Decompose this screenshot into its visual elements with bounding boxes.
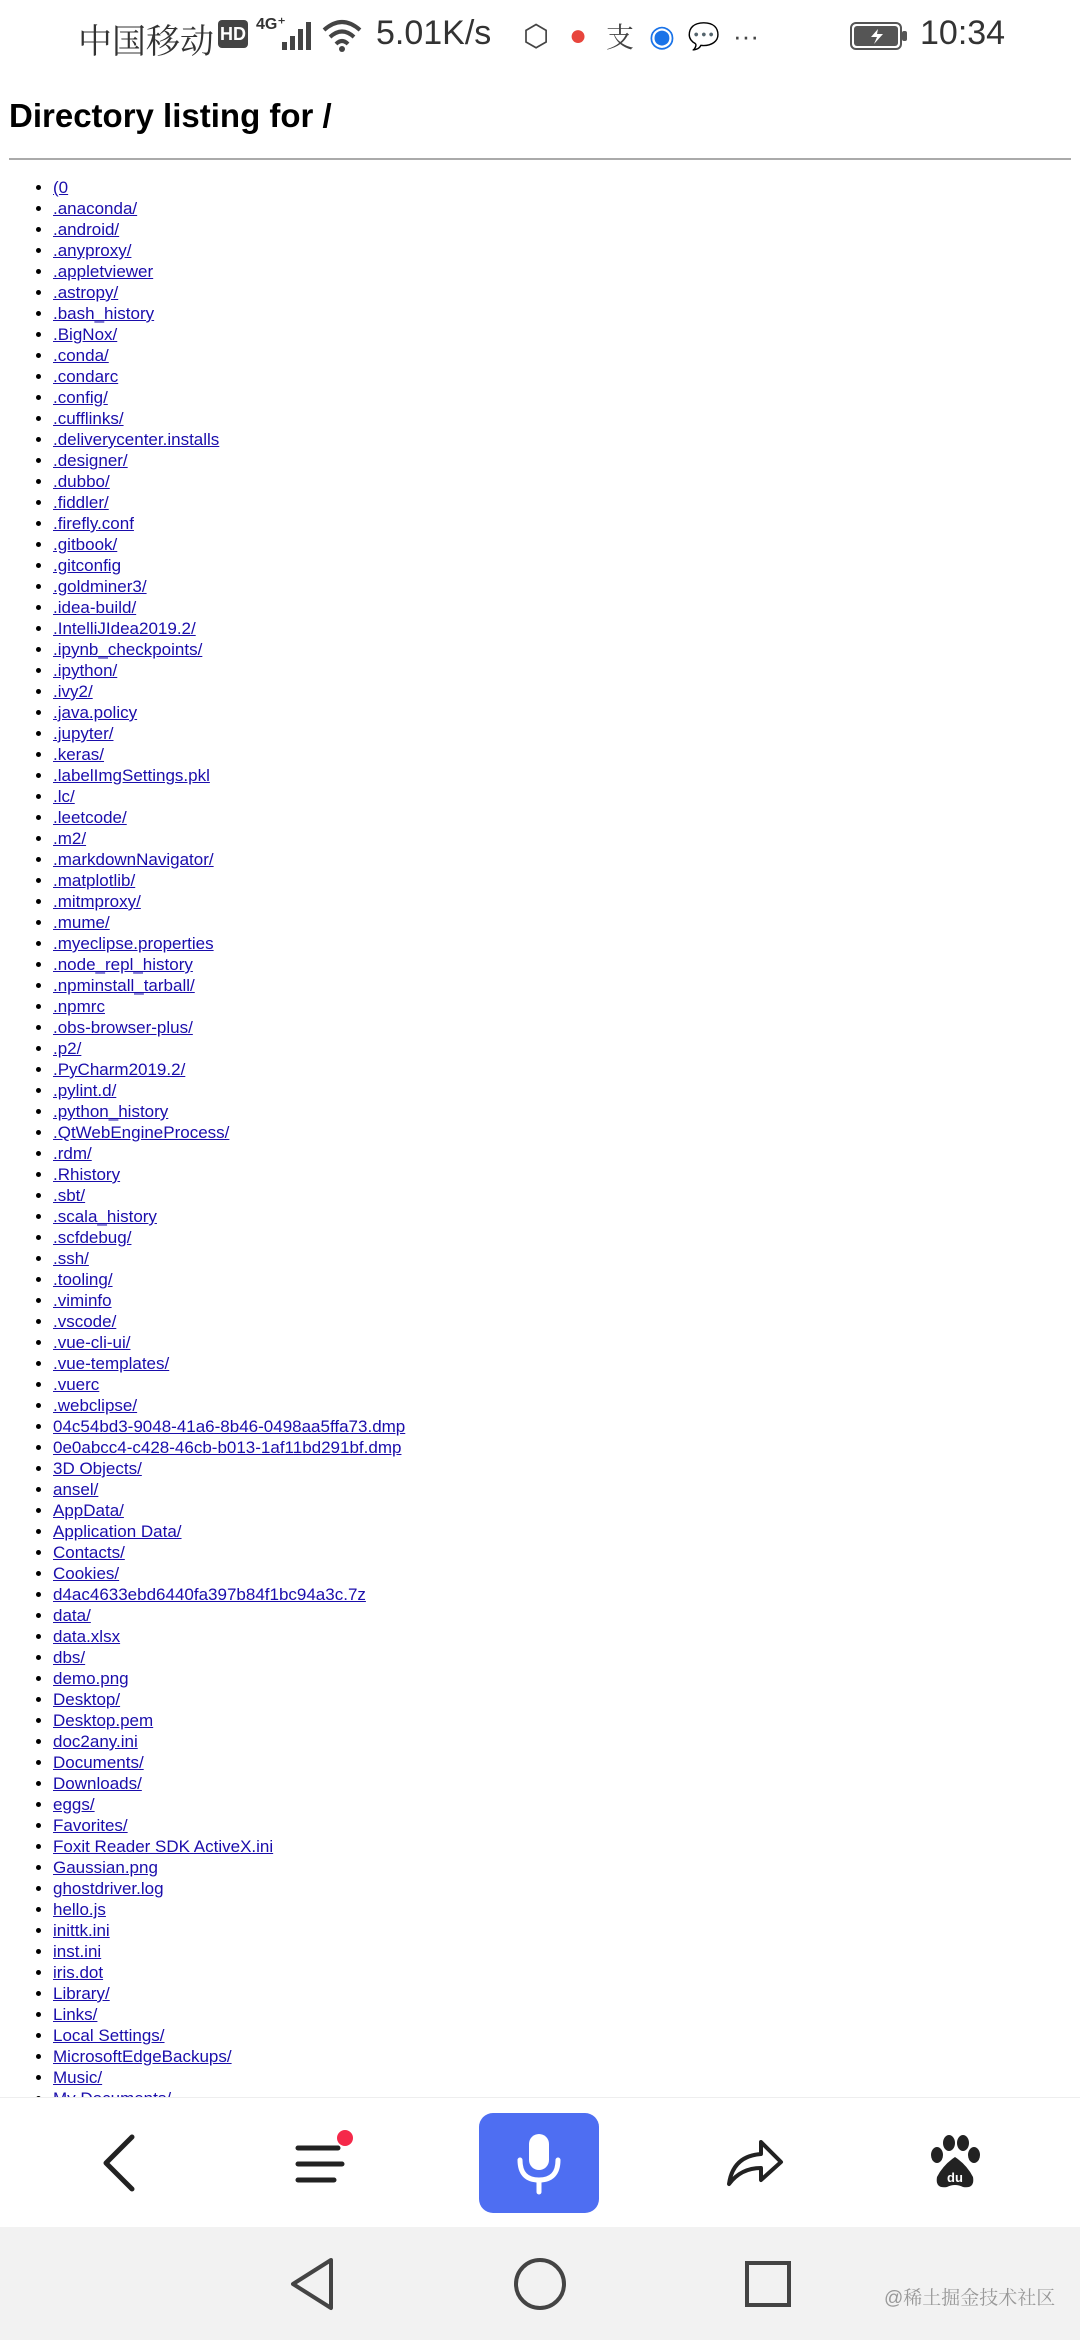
list-item xyxy=(53,2046,405,2067)
file-link[interactable]: .conda/ xyxy=(53,346,109,365)
list-item xyxy=(53,2025,405,2046)
list-item xyxy=(53,1521,405,1542)
file-link[interactable]: .fiddler/ xyxy=(53,493,109,512)
file-link[interactable]: demo.png xyxy=(53,1669,129,1688)
list-item xyxy=(53,219,405,240)
list-item xyxy=(53,1416,405,1437)
file-link[interactable]: .p2/ xyxy=(53,1039,82,1058)
list-item xyxy=(53,1479,405,1500)
file-link[interactable]: .labelImgSettings.pkl xyxy=(53,766,210,785)
list-item xyxy=(53,2067,405,2088)
list-item xyxy=(53,1374,405,1395)
list-item xyxy=(53,1290,405,1311)
file-link[interactable]: .deliverycenter.installs xyxy=(53,430,220,449)
file-link[interactable]: 3D Objects/ xyxy=(53,1459,142,1478)
battery-icon xyxy=(850,22,908,50)
list-item xyxy=(53,870,405,891)
list-item xyxy=(53,1563,405,1584)
file-link[interactable]: iris.dot xyxy=(53,1963,104,1982)
file-link[interactable]: (0 xyxy=(53,178,69,197)
microphone-icon xyxy=(514,2132,564,2194)
list-item xyxy=(53,744,405,765)
file-link[interactable]: .ivy2/ xyxy=(53,682,93,701)
nav-recent-icon xyxy=(743,2259,793,2309)
list-item xyxy=(53,1605,405,1626)
file-link[interactable]: .scala_history xyxy=(53,1207,157,1226)
file-link[interactable]: .markdownNavigator/ xyxy=(53,850,214,869)
message-icon: 💬 xyxy=(687,20,721,51)
file-link[interactable]: .Rhistory xyxy=(53,1165,121,1184)
list-item xyxy=(53,1983,405,2004)
file-link[interactable]: .bash_history xyxy=(53,304,155,323)
list-item xyxy=(53,1689,405,1710)
file-link[interactable]: Links/ xyxy=(53,2005,98,2024)
wifi-icon xyxy=(322,18,362,52)
app-notification-icon: ◉ xyxy=(648,19,676,53)
share-icon xyxy=(725,2138,785,2188)
app-notification-icon: ● xyxy=(568,19,588,52)
file-link[interactable]: .node_repl_history xyxy=(53,955,193,974)
file-link[interactable]: .PyCharm2019.2/ xyxy=(53,1060,186,1079)
list-item xyxy=(53,1248,405,1269)
list-item xyxy=(53,597,405,618)
list-item xyxy=(53,1500,405,1521)
file-link[interactable]: .lc/ xyxy=(53,787,75,806)
list-item xyxy=(53,1668,405,1689)
file-link[interactable]: d4ac4633ebd6440fa397b84f1bc94a3c.7z xyxy=(53,1585,366,1604)
list-item xyxy=(53,471,405,492)
list-item xyxy=(53,639,405,660)
list-item xyxy=(53,1080,405,1101)
list-item xyxy=(53,492,405,513)
share-button[interactable] xyxy=(715,2098,795,2228)
file-link[interactable]: .config/ xyxy=(53,388,108,407)
svg-text:du: du xyxy=(947,2170,963,2185)
file-link[interactable]: .vscode/ xyxy=(53,1312,117,1331)
list-item xyxy=(53,345,405,366)
file-link[interactable]: data/ xyxy=(53,1606,91,1625)
file-link[interactable]: .firefly.conf xyxy=(53,514,134,533)
file-link[interactable]: .designer/ xyxy=(53,451,128,470)
list-item xyxy=(53,1122,405,1143)
file-link[interactable]: .webclipse/ xyxy=(53,1396,138,1415)
list-item xyxy=(53,954,405,975)
list-item xyxy=(53,849,405,870)
file-link[interactable]: .anyproxy/ xyxy=(53,241,132,260)
file-link[interactable]: .rdm/ xyxy=(53,1144,92,1163)
list-item xyxy=(53,1437,405,1458)
browser-toolbar xyxy=(0,2097,1080,2228)
file-link[interactable]: .gitbook/ xyxy=(53,535,118,554)
list-item xyxy=(53,681,405,702)
back-button[interactable] xyxy=(80,2098,160,2228)
list-item xyxy=(53,1101,405,1122)
list-item xyxy=(53,240,405,261)
voice-button-bg xyxy=(479,2113,599,2213)
list-item xyxy=(53,1710,405,1731)
list-item xyxy=(53,1206,405,1227)
nav-back-icon xyxy=(287,2256,337,2312)
file-link[interactable]: Music/ xyxy=(53,2068,103,2087)
clock: 10:34 xyxy=(920,14,1006,52)
list-item xyxy=(53,1332,405,1353)
list-item xyxy=(53,1017,405,1038)
list-item xyxy=(53,429,405,450)
nav-home-icon xyxy=(512,2256,568,2312)
file-link[interactable]: inittk.ini xyxy=(53,1921,110,1940)
file-link[interactable]: hello.js xyxy=(53,1900,106,1919)
list-item xyxy=(53,1542,405,1563)
list-item xyxy=(53,765,405,786)
divider xyxy=(9,158,1071,160)
menu-button[interactable] xyxy=(282,2098,362,2228)
file-link[interactable]: .viminfo xyxy=(53,1291,112,1310)
list-item xyxy=(53,324,405,345)
file-link[interactable]: eggs/ xyxy=(53,1795,95,1814)
notification-icons xyxy=(520,18,762,54)
file-link[interactable]: .idea-build/ xyxy=(53,598,137,617)
file-link[interactable]: Documents/ xyxy=(53,1753,144,1772)
file-link[interactable]: .ipynb_checkpoints/ xyxy=(53,640,203,659)
list-item xyxy=(53,996,405,1017)
file-link[interactable]: .vue-templates/ xyxy=(53,1354,170,1373)
list-item xyxy=(53,303,405,324)
file-link[interactable]: Desktop/ xyxy=(53,1690,121,1709)
list-item xyxy=(53,1920,405,1941)
file-link[interactable]: .pylint.d/ xyxy=(53,1081,117,1100)
page-title: Directory listing for / xyxy=(9,97,332,134)
file-link[interactable]: .goldminer3/ xyxy=(53,577,147,596)
file-link[interactable]: AppData/ xyxy=(53,1501,124,1520)
baidu-paw-icon xyxy=(927,2135,983,2191)
list-item xyxy=(53,1878,405,1899)
list-item xyxy=(53,702,405,723)
list-item xyxy=(53,408,405,429)
list-item xyxy=(53,660,405,681)
file-link[interactable]: Local Settings/ xyxy=(53,2026,165,2045)
nav-back-button[interactable] xyxy=(272,2227,352,2340)
list-item xyxy=(53,1038,405,1059)
file-link[interactable]: ansel/ xyxy=(53,1480,99,1499)
file-link[interactable]: .python_history xyxy=(53,1102,169,1121)
file-link[interactable]: .astropy/ xyxy=(53,283,119,302)
list-item xyxy=(53,177,405,198)
file-link[interactable]: .npmrc xyxy=(53,997,105,1016)
carrier-name: 中国移动 xyxy=(78,23,214,61)
hd-badge: HD xyxy=(218,20,248,48)
file-link[interactable]: .leetcode/ xyxy=(53,808,127,827)
file-link[interactable]: Cookies/ xyxy=(53,1564,120,1583)
list-item xyxy=(53,1626,405,1647)
system-nav-bar xyxy=(0,2227,1080,2340)
list-item xyxy=(53,282,405,303)
list-item xyxy=(53,198,405,219)
file-link[interactable]: 0e0abcc4-c428-46cb-b013-1af11bd291bf.dmp xyxy=(53,1438,402,1457)
list-item xyxy=(53,1731,405,1752)
file-link[interactable]: .android/ xyxy=(53,220,120,239)
file-link[interactable]: .mume/ xyxy=(53,913,110,932)
status-bar xyxy=(0,0,1080,72)
file-link[interactable]: .myeclipse.properties xyxy=(53,934,214,953)
list-item xyxy=(53,1395,405,1416)
list-item xyxy=(53,555,405,576)
voice-search-button[interactable] xyxy=(479,2098,599,2228)
file-link[interactable]: .npminstall_tarball/ xyxy=(53,976,195,995)
file-link[interactable]: .gitconfig xyxy=(53,556,122,575)
list-item xyxy=(53,828,405,849)
file-link[interactable]: .dubbo/ xyxy=(53,472,110,491)
list-item xyxy=(53,912,405,933)
list-item xyxy=(53,1311,405,1332)
file-link[interactable]: Library/ xyxy=(53,1984,110,2003)
list-item xyxy=(53,576,405,597)
file-link[interactable]: Contacts/ xyxy=(53,1543,125,1562)
list-item xyxy=(53,933,405,954)
list-item xyxy=(53,1353,405,1374)
list-item xyxy=(53,366,405,387)
file-link[interactable]: .anaconda/ xyxy=(53,199,138,218)
list-item xyxy=(53,723,405,744)
list-item xyxy=(53,1773,405,1794)
list-item xyxy=(53,1059,405,1080)
file-link[interactable]: .BigNox/ xyxy=(53,325,118,344)
file-link[interactable]: Gaussian.png xyxy=(53,1858,158,1877)
page-content xyxy=(0,72,1080,2097)
file-link[interactable]: .keras/ xyxy=(53,745,105,764)
network-type: 4G⁺ xyxy=(256,16,286,33)
file-link[interactable]: .ipython/ xyxy=(53,661,118,680)
nav-recent-button[interactable] xyxy=(728,2227,808,2340)
list-item xyxy=(53,891,405,912)
baidu-button[interactable] xyxy=(915,2098,995,2228)
list-item xyxy=(53,387,405,408)
file-link[interactable]: ghostdriver.log xyxy=(53,1879,164,1898)
list-item xyxy=(53,1752,405,1773)
file-link[interactable]: .obs-browser-plus/ xyxy=(53,1018,193,1037)
file-link[interactable]: .QtWebEngineProcess/ xyxy=(53,1123,230,1142)
file-link[interactable]: Favorites/ xyxy=(53,1816,128,1835)
list-item xyxy=(53,807,405,828)
list-item xyxy=(53,786,405,807)
file-link[interactable]: .IntelliJIdea2019.2/ xyxy=(53,619,196,638)
list-item xyxy=(53,1227,405,1248)
watermark: @稀土掘金技术社区 xyxy=(884,2288,1056,2309)
list-item xyxy=(53,1164,405,1185)
file-link[interactable]: data.xlsx xyxy=(53,1627,121,1646)
file-link[interactable]: .sbt/ xyxy=(53,1186,86,1205)
file-link[interactable]: .ssh/ xyxy=(53,1249,89,1268)
alipay-icon: 支 xyxy=(605,22,634,53)
list-item xyxy=(53,1458,405,1479)
file-link[interactable]: dbs/ xyxy=(53,1648,86,1667)
list-item xyxy=(53,1857,405,1878)
signal-icon xyxy=(280,20,316,52)
list-item xyxy=(53,1584,405,1605)
file-link[interactable]: .vuerc xyxy=(53,1375,100,1394)
list-item xyxy=(53,1899,405,1920)
back-arrow-icon xyxy=(100,2133,140,2193)
list-item xyxy=(53,2004,405,2025)
file-link[interactable]: .appletviewer xyxy=(53,262,154,281)
list-item xyxy=(53,975,405,996)
app-notification-icon: ⬡ xyxy=(522,19,550,53)
file-link[interactable]: .tooling/ xyxy=(53,1270,113,1289)
list-item xyxy=(53,1962,405,1983)
file-link[interactable]: Foxit Reader SDK ActiveX.ini xyxy=(53,1837,274,1856)
notification-dot xyxy=(337,2130,353,2146)
file-link[interactable]: .cufflinks/ xyxy=(53,409,124,428)
list-item xyxy=(53,1143,405,1164)
more-icon: ··· xyxy=(733,20,759,51)
list-item xyxy=(53,1647,405,1668)
file-link[interactable]: .m2/ xyxy=(53,829,87,848)
list-item xyxy=(53,1941,405,1962)
list-item xyxy=(53,1185,405,1206)
network-speed: 5.01K/s xyxy=(376,14,492,52)
file-link[interactable]: .java.policy xyxy=(53,703,138,722)
file-link[interactable]: inst.ini xyxy=(53,1942,102,1961)
list-item xyxy=(53,1836,405,1857)
list-item xyxy=(53,534,405,555)
file-link[interactable]: .condarc xyxy=(53,367,119,386)
file-link[interactable]: .jupyter/ xyxy=(53,724,114,743)
list-item xyxy=(53,1794,405,1815)
list-item xyxy=(53,1815,405,1836)
file-link[interactable]: .matplotlib/ xyxy=(53,871,136,890)
file-link[interactable]: Application Data/ xyxy=(53,1522,182,1541)
directory-listing xyxy=(0,177,405,2109)
file-link[interactable]: MicrosoftEdgeBackups/ xyxy=(53,2047,232,2066)
file-link[interactable]: Downloads/ xyxy=(53,1774,142,1793)
file-link[interactable]: .scfdebug/ xyxy=(53,1228,132,1247)
list-item xyxy=(53,450,405,471)
file-link[interactable]: doc2any.ini xyxy=(53,1732,138,1751)
nav-home-button[interactable] xyxy=(500,2227,580,2340)
file-link[interactable]: Desktop.pem xyxy=(53,1711,154,1730)
list-item xyxy=(53,618,405,639)
list-item xyxy=(53,1269,405,1290)
file-link[interactable]: .mitmproxy/ xyxy=(53,892,141,911)
list-item xyxy=(53,261,405,282)
list-item xyxy=(53,513,405,534)
file-link[interactable]: .vue-cli-ui/ xyxy=(53,1333,131,1352)
file-link[interactable]: 04c54bd3-9048-41a6-8b46-0498aa5ffa73.dmp xyxy=(53,1417,406,1436)
